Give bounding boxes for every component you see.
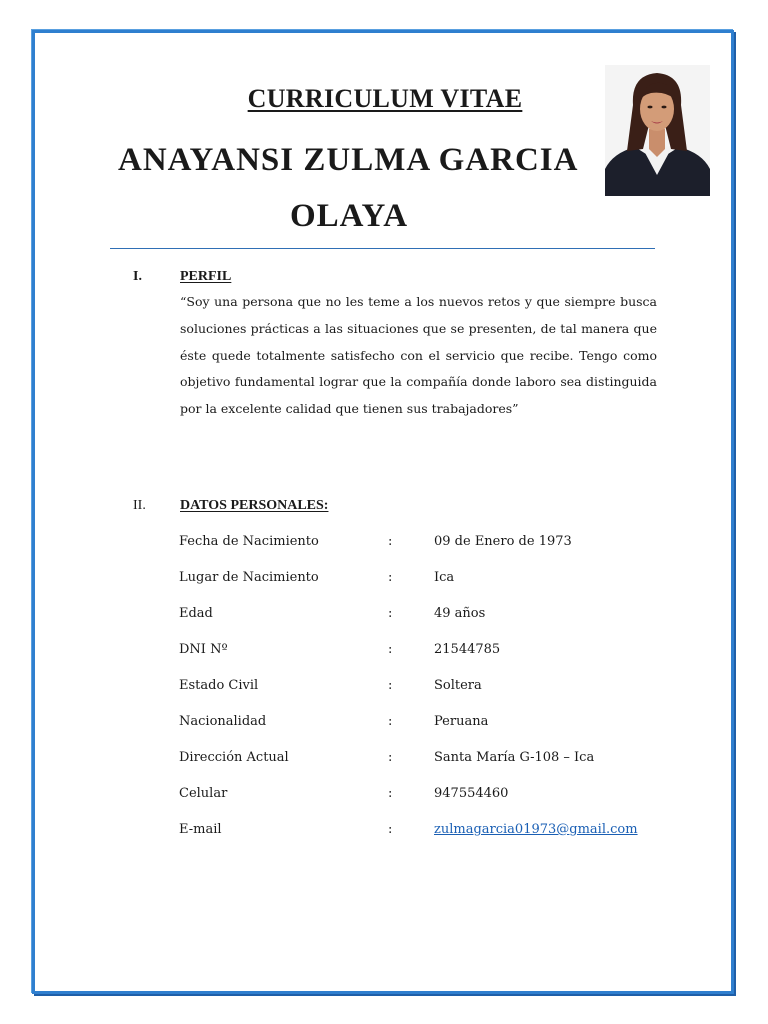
estado-civil-label: Estado Civil [179,678,259,693]
row-separator: : [388,750,393,765]
celular-value: 947554460 [434,786,509,801]
perfil-section-number: I. [133,269,142,284]
row-separator: : [388,642,393,657]
email-link[interactable]: zulmagarcia01973@gmail.com [434,822,638,837]
direccion-value: Santa María G-108 – Ica [434,750,595,765]
edad-value: 49 años [434,606,486,621]
fecha-nacimiento-value: 09 de Enero de 1973 [434,534,572,549]
row-separator: : [388,606,393,621]
profile-photo [605,65,710,196]
row-separator: : [388,678,393,693]
lugar-nacimiento-label: Lugar de Nacimiento [179,570,319,585]
edad-label: Edad [179,606,213,621]
fecha-nacimiento-label: Fecha de Nacimiento [179,534,319,549]
nacionalidad-value: Peruana [434,714,489,729]
lugar-nacimiento-value: Ica [434,570,455,585]
header-divider [110,248,655,249]
dni-value: 21544785 [434,642,501,657]
row-separator: : [388,534,393,549]
celular-label: Celular [179,786,228,801]
person-name-line-1: ANAYANSI ZULMA GARCIA [118,142,579,178]
row-separator: : [388,714,393,729]
estado-civil-value: Soltera [434,678,482,693]
nacionalidad-label: Nacionalidad [179,714,267,729]
row-separator: : [388,786,393,801]
datos-section-number: II. [133,498,146,513]
direccion-label: Dirección Actual [179,750,289,765]
email-label: E-mail [179,822,222,837]
document-title: CURRICULUM VITAE [247,84,523,113]
datos-heading: DATOS PERSONALES: [180,498,329,513]
person-name-line-2: OLAYA [290,198,409,234]
perfil-heading: PERFIL [180,269,232,284]
row-separator: : [388,822,393,837]
row-separator: : [388,570,393,585]
perfil-text: “Soy una persona que no les teme a los nuevos retos y que siempre busca soluciones prácticas a las situaciones que se presenten, de tal manera que éste quede totalmente satisfecho con el servicio que recibe. Tengo como objetivo fundamental lograr que la compañía donde laboro sea distinguida por la excelente calidad que tienen sus trabajadores” [180,294,657,417]
dni-label: DNI Nº [179,642,228,657]
